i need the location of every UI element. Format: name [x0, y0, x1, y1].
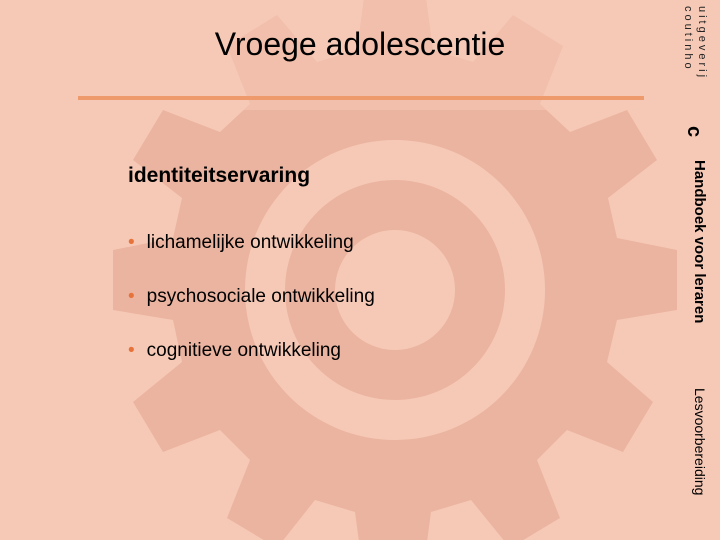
- bullet-text: psychosociale ontwikkeling: [146, 286, 375, 307]
- section-label: Lesvoorbereiding: [692, 388, 708, 496]
- bullet-item: [128, 286, 375, 308]
- book-title: Handboek voor leraren: [691, 160, 708, 324]
- bullet-dot: •: [128, 232, 135, 253]
- publisher-name-line1: uitgeverij: [696, 6, 708, 81]
- publisher-name-line2: coutinho: [682, 6, 694, 72]
- bullet-item: [128, 340, 341, 362]
- bullet-text: lichamelijke ontwikkeling: [146, 232, 354, 253]
- bullet-item: [128, 232, 354, 254]
- slide-heading: identiteitservaring: [128, 164, 311, 187]
- title-underline: [78, 96, 644, 100]
- bullet-text: cognitieve ontwikkeling: [146, 340, 341, 361]
- publisher-c-icon: c: [683, 125, 706, 138]
- bullet-dot: •: [128, 340, 135, 361]
- bullet-dot: •: [128, 286, 135, 307]
- slide-title: Vroege adolescentie: [214, 26, 506, 62]
- publisher-logo: [682, 6, 712, 141]
